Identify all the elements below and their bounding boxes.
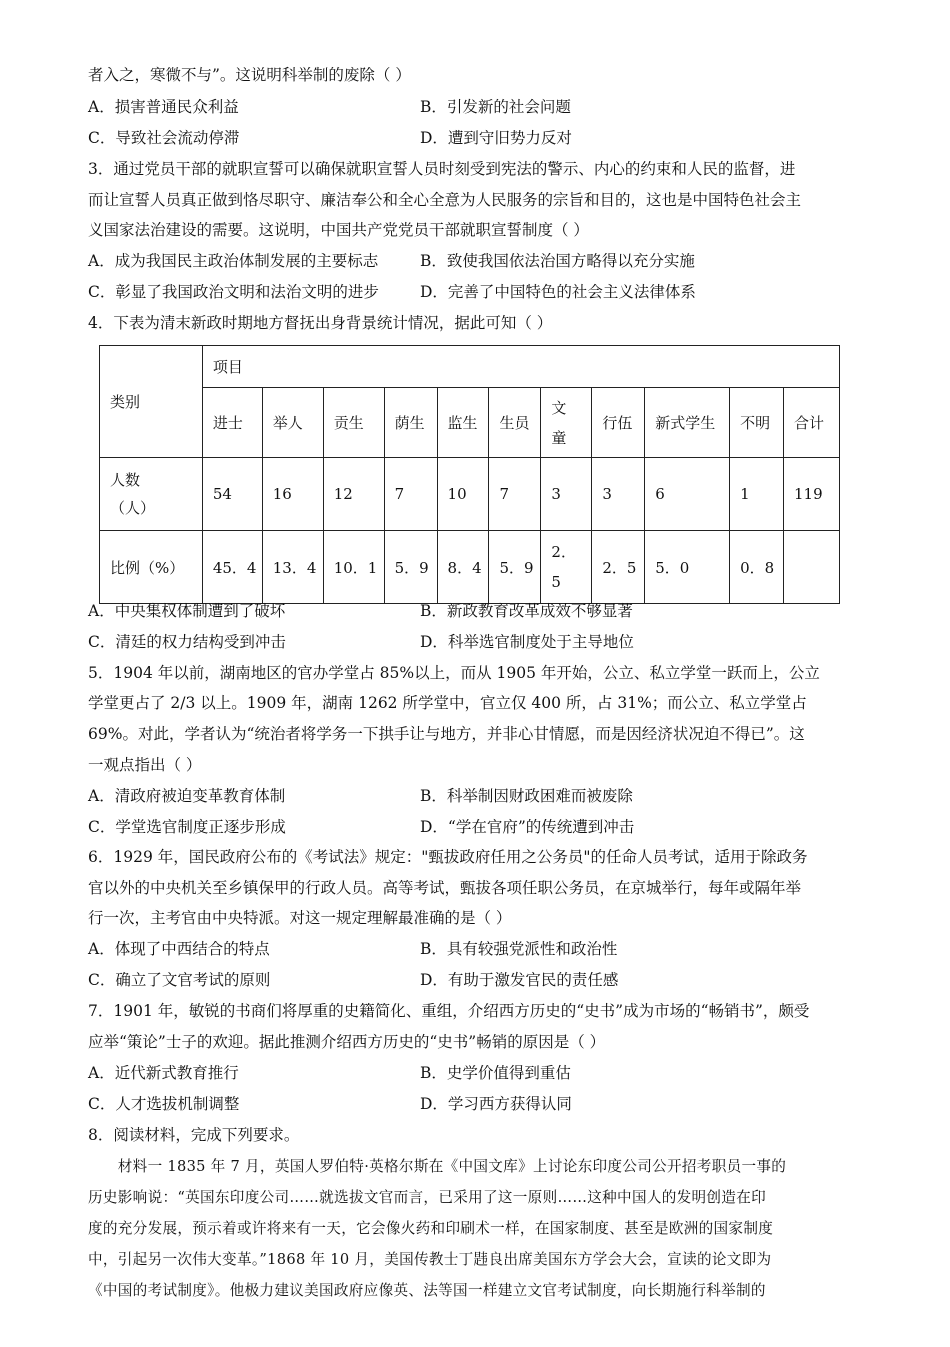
table-cell: 0．8: [730, 531, 784, 604]
table-cell: 5．9: [489, 531, 541, 604]
table-row-label-count: [100, 458, 203, 531]
q8-material-line-3: 度的充分发展，预示着或许将来有一天，它会像火药和印刷术一样，在国家制度、甚至是欧洲的国家制度: [88, 1220, 774, 1237]
table-cell-text: 2．5: [551, 543, 576, 591]
q7-option-d[interactable]: D．学习西方获得认同: [420, 1095, 572, 1113]
q3-option-a[interactable]: A．成为我国民主政治体制发展的主要标志: [88, 252, 379, 270]
table-cell: 13．4: [262, 531, 323, 604]
table-cell: 7: [384, 458, 437, 531]
q3-stem-line-1: 3．通过党员干部的就职宣誓可以确保就职宣誓人员时刻受到宪法的警示、内心的约束和人民的监督，进: [88, 160, 796, 178]
statistics-table: [99, 345, 840, 604]
table-cell: 7: [489, 458, 541, 531]
q6-option-c[interactable]: C．确立了文官考试的原则: [88, 971, 271, 989]
table-row-label-ratio: 比例（%）: [100, 531, 203, 604]
table-header-category: 类别: [100, 346, 203, 458]
table-col-header: 监生: [437, 388, 489, 458]
table-cell: 3: [592, 458, 645, 531]
q5-option-b[interactable]: B．科举制因财政困难而被废除: [420, 787, 633, 805]
q3-stem-line-2: 而让宣誓人员真正做到恪尽职守、廉洁奉公和全心全意为人民服务的宗旨和目的，这也是中国特色社会主: [88, 191, 802, 209]
table-col-header: [541, 388, 592, 458]
q6-option-b[interactable]: B．具有较强党派性和政治性: [420, 940, 618, 958]
q6-stem-line-1: 6．1929 年，国民政府公布的《考试法》规定："甄拔政府任用之公务员"的任命人员考试，适用于除政务: [88, 848, 808, 866]
table-cell: 10．1: [323, 531, 384, 604]
table-col-header-text: 文童: [551, 398, 567, 447]
q4-stem: 4．下表为清末新政时期地方督抚出身背景统计情况，据此可知（ ）: [88, 314, 553, 332]
table-cell: 8．4: [437, 531, 489, 604]
table-cell: 5．9: [384, 531, 437, 604]
q5-stem-line-1: 5．1904 年以前，湖南地区的官办学堂占 85%以上，而从 1905 年开始，公立、私立学堂一跃而上，公立: [88, 664, 820, 682]
table-col-header: 举人: [262, 388, 323, 458]
q8-material-line-5: 《中国的考试制度》。他极力建议美国政府应像英、法等国一样建立文官考试制度，向长期施行科举制的: [88, 1282, 766, 1299]
table-cell: [784, 531, 840, 604]
table-row-label-line: 人数: [110, 471, 141, 489]
table-col-header: 不明: [730, 388, 784, 458]
q4-option-c[interactable]: C．清廷的权力结构受到冲击: [88, 633, 286, 651]
table-cell: 6: [645, 458, 730, 531]
table-cell: 16: [262, 458, 323, 531]
table-cell: [541, 531, 592, 604]
table-cell: 3: [541, 458, 592, 531]
q5-option-d[interactable]: D．“学在官府”的传统遭到冲击: [420, 818, 635, 836]
q7-option-a[interactable]: A．近代新式教育推行: [88, 1064, 239, 1082]
q7-option-c[interactable]: C．人才选拔机制调整: [88, 1095, 240, 1113]
q7-stem-line-2: 应举“策论”士子的欢迎。据此推测介绍西方历史的“史书”畅销的原因是（ ）: [88, 1033, 606, 1051]
q3-option-c[interactable]: C．彰显了我国政治文明和法治文明的进步: [88, 283, 379, 301]
q8-material-line-1: 材料一 1835 年 7 月，英国人罗伯特·英格尔斯在《中国文库》上讨论东印度公司公开招考职员一事的: [88, 1158, 787, 1175]
table-cell: 119: [784, 458, 840, 531]
q7-stem-line-1: 7．1901 年，敏锐的书商们将厚重的史籍简化、重组，介绍西方历史的“史书”成为市场的“畅销书”，颇受: [88, 1002, 810, 1020]
q4-option-b[interactable]: B．新政教育改革成效不够显著: [420, 602, 633, 620]
q8-material-line-2: 历史影响说：“英国东印度公司……就选拔文官而言，已采用了这一原则……这种中国人的发明创造在印: [88, 1189, 766, 1206]
q6-option-d[interactable]: D．有助于激发官民的责任感: [420, 971, 619, 989]
table-header-project: 项目: [202, 346, 839, 388]
table-col-header: 进士: [202, 388, 262, 458]
q3-stem-line-3: 义国家法治建设的需要。这说明，中国共产党党员干部就职宣誓制度（ ）: [88, 221, 589, 239]
q5-stem-line-2: 学堂更占了 2/3 以上。1909 年，湖南 1262 所学堂中，官立仅 400 所，占 31%；而公立、私立学堂占: [88, 694, 807, 712]
table-col-header: 合计: [784, 388, 840, 458]
q3-option-d[interactable]: D．完善了中国特色的社会主义法律体系: [420, 283, 696, 301]
q6-option-a[interactable]: A．体现了中西结合的特点: [88, 940, 270, 958]
q2-option-d[interactable]: D．遭到守旧势力反对: [420, 129, 572, 147]
q5-option-c[interactable]: C．学堂选官制度正逐步形成: [88, 818, 286, 836]
q4-option-a[interactable]: A．中央集权体制遭到了破坏: [88, 602, 286, 620]
table-cell: 45．4: [202, 531, 262, 604]
table-cell: 5．0: [645, 531, 730, 604]
q2-option-a[interactable]: A．损害普通民众利益: [88, 98, 239, 116]
table-cell: 12: [323, 458, 384, 531]
table-col-header: 生员: [489, 388, 541, 458]
table-row-label-line: （人）: [110, 499, 156, 517]
q8-material-line-4: 中，引起另一次伟大变革。”1868 年 10 月，美国传教士丁韪良出席美国东方学会大会，宣读的论文即为: [88, 1251, 772, 1268]
table-cell: 54: [202, 458, 262, 531]
q2-option-b[interactable]: B．引发新的社会问题: [420, 98, 571, 116]
table-cell: 1: [730, 458, 784, 531]
q2-option-c[interactable]: C．导致社会流动停滞: [88, 129, 240, 147]
q6-stem-line-3: 行一次，主考官由中央特派。对这一规定理解最准确的是（ ）: [88, 909, 512, 927]
q3-option-b[interactable]: B．致使我国依法治国方略得以充分实施: [420, 252, 695, 270]
table-cell: 2．5: [592, 531, 645, 604]
q6-stem-line-2: 官以外的中央机关至乡镇保甲的行政人员。高等考试，甄拔各项任职公务员，在京城举行，每年或隔年举: [88, 879, 802, 897]
q5-stem-line-4: 一观点指出（ ）: [88, 756, 202, 774]
table-col-header: 行伍: [592, 388, 645, 458]
table-col-header: 新式学生: [645, 388, 730, 458]
table-col-header: 贡生: [323, 388, 384, 458]
q5-option-a[interactable]: A．清政府被迫变革教育体制: [88, 787, 286, 805]
q2-stem-tail: 者入之，寒微不与”。这说明科举制的废除（ ）: [88, 66, 411, 84]
q4-option-d[interactable]: D．科举选官制度处于主导地位: [420, 633, 634, 651]
table-cell: 10: [437, 458, 489, 531]
q5-stem-line-3: 69%。对此，学者认为“统治者将学务一下拱手让与地方，并非心甘情愿，而是因经济状况迫不得已”。这: [88, 725, 805, 743]
table-col-header: 荫生: [384, 388, 437, 458]
q7-option-b[interactable]: B．史学价值得到重估: [420, 1064, 571, 1082]
q8-stem: 8．阅读材料，完成下列要求。: [88, 1126, 300, 1144]
